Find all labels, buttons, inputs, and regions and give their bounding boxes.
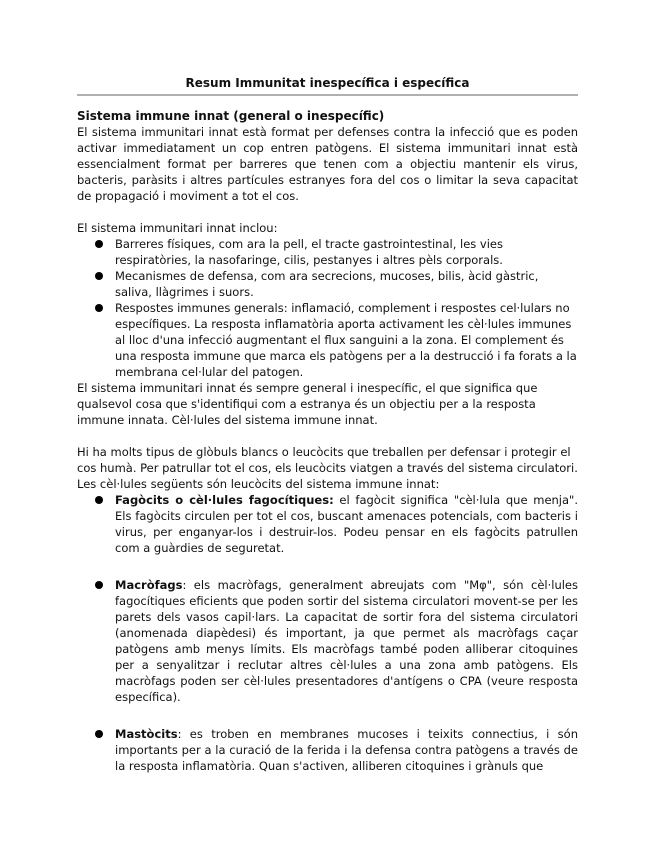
bullet-icon <box>95 240 103 248</box>
general-paragraph: El sistema immunitari innat és sempre general i inespecífic, el que significa que qualsevol cosa que s'identifiqui com a estranya és un objectiu per a la resposta immune innata. Cèl·lules del sistema immune innat. <box>77 381 538 427</box>
cell-term: Fagòcits o cèl·lules fagocítiques: <box>115 493 334 507</box>
list-item <box>77 268 578 300</box>
intro-paragraph: El sistema immunitari innat està format per defenses contra la infecció que es poden activar immediatament un cop entren patògens. El sistema immunitari innat està essencialment format per barreres que tenen com a objectiu mantenir els virus, bacteris, paràsits i altres partícules estranyes fora del cos o limitar la seva capacitat de propagació i moviment a tot el cos. <box>77 125 578 203</box>
list-item <box>77 577 578 705</box>
bullet-icon <box>95 496 103 504</box>
list-item-text <box>115 492 578 556</box>
leukocytes-paragraph: Hi ha molts tipus de glòbuls blancs o leucòcits que treballen per defensar i protegir el cos humà. Per patrullar tot el cos, els leucòcits viatgen a través del sistema circulatori. <box>77 445 578 475</box>
bullet-icon <box>95 272 103 280</box>
document-page <box>77 75 578 774</box>
cell-description: el fagòcit significa "cèl·lula que menja". Els fagòcits circulen per tot el cos, buscant amenaces potencials, com bacteris i virus, per enganyar-los i destruir-los. Podeu pensar en els fagòcits patrullen com a guàrdies de seguretat. <box>115 493 578 555</box>
includes-label: El sistema immunitari innat inclou: <box>77 221 278 235</box>
list-item-text: Respostes immunes generals: inflamació, complement i respostes cel·lulars no específiques. La resposta inflamatòria aporta activament les cèl·lules immunes al lloc d'una infecció augmentant el flux sanguini a la zona. El complement és una resposta immune que marca els patògens per a la destrucció i fa forats a la membrana cel·lular del patogen. <box>115 301 577 379</box>
cells-list <box>77 492 578 774</box>
list-item <box>77 236 578 268</box>
bullet-icon <box>95 730 103 738</box>
cell-description: : els macròfags, generalment abreujats com "Mφ", són cèl·lules fagocítiques eficients que poden sortir del sistema circulatori movent-se per les parets dels vasos capil·lars. La capacitat de sortir fora del sistema circulatori (anomenada diapèdesi) és important, ja que permet als macròfags caçar patògens amb menys límits. Els macròfags també poden alliberar citoquines per a senyalitzar i reclutar altres cèl·lules a una zona amb patògens. Els macròfags poden ser cèl·lules presentadores d'antígens o CPA (veure resposta específica). <box>115 578 578 704</box>
list-item <box>77 300 578 380</box>
cell-description: : es troben en membranes mucoses i teixits connectius, i són importants per a la curació de la ferida i la defensa contra patògens a través de la resposta inflamatòria. Quan s'activen, alliberen citoquines i grànuls que <box>115 727 578 773</box>
section-heading: Sistema immune innat (general o inespecífic) <box>77 109 385 123</box>
list-item-text <box>115 726 578 774</box>
cell-term: Mastòcits <box>115 727 178 741</box>
list-item <box>77 726 578 774</box>
cells-label: Les cèl·lules següents són leucòcits del sistema immune innat: <box>77 477 440 491</box>
list-item-text <box>115 577 578 705</box>
cell-term: Macròfags <box>115 578 183 592</box>
list-item <box>77 492 578 556</box>
list-item-text: Mecanismes de defensa, com ara secrecions, mucoses, bilis, àcid gàstric, saliva, llàgrimes i suors. <box>115 269 539 299</box>
bullet-icon <box>95 581 103 589</box>
list-item-text: Barreres físiques, com ara la pell, el tracte gastrointestinal, les vies respiratòries, la nasofaringe, cilis, pestanyes i altres pèls corporals. <box>115 237 503 267</box>
document-title: Resum Immunitat inespecífica i específica <box>77 75 578 96</box>
includes-list <box>77 236 578 380</box>
bullet-icon <box>95 304 103 312</box>
